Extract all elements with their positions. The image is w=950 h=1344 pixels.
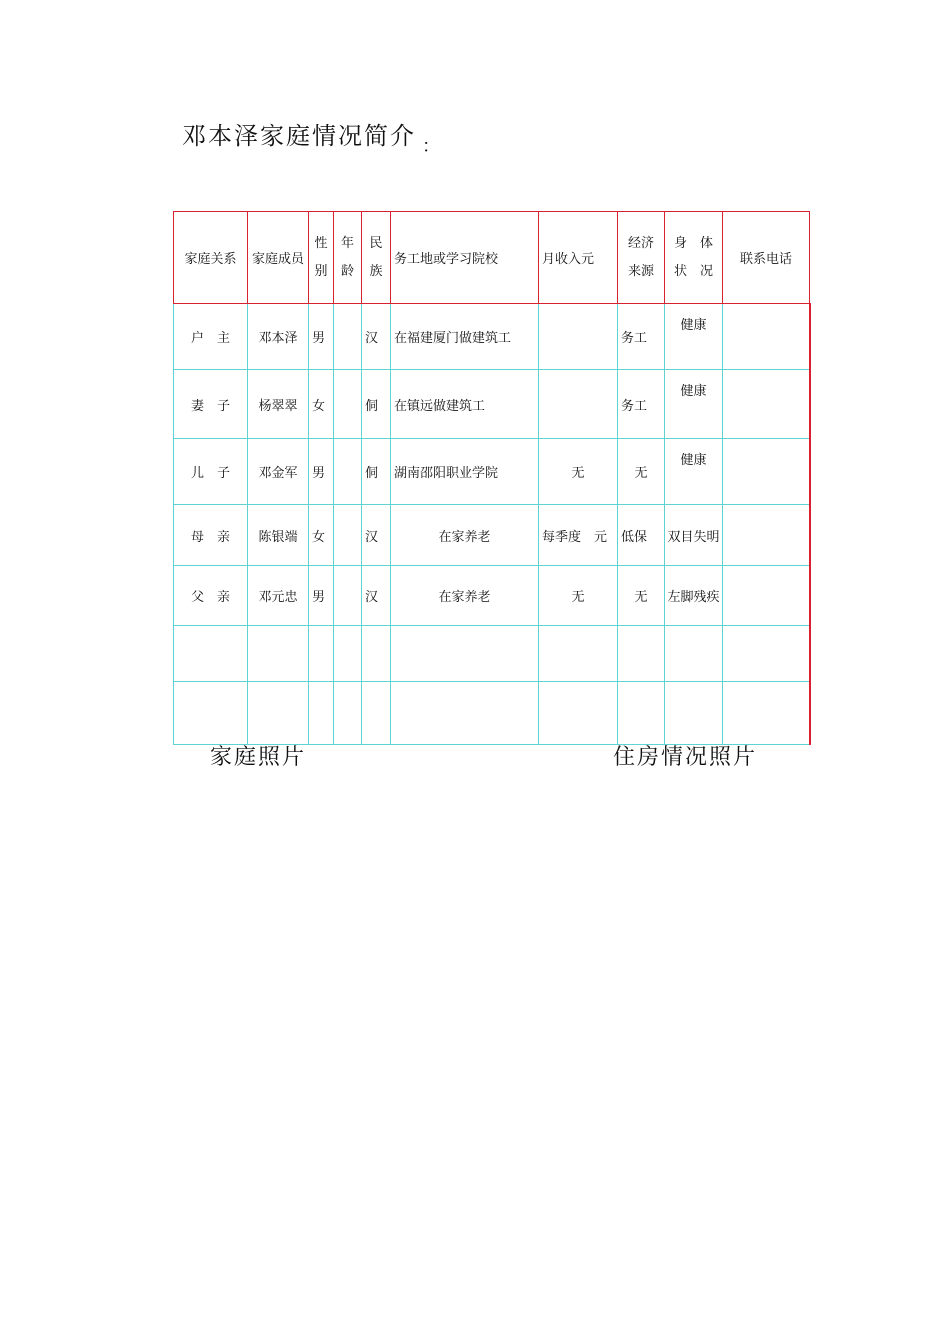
header-income: 月收入元 — [539, 212, 618, 304]
cell-age — [334, 505, 362, 566]
table-header-row — [174, 212, 810, 304]
header-sex-line1: 性 — [314, 235, 328, 251]
cell-income — [539, 370, 618, 439]
cell-member: 陈银端 — [248, 505, 309, 566]
table-row — [174, 370, 810, 439]
cell-health-line1: 健康 — [680, 384, 707, 399]
cell-work: 在家养老 — [391, 566, 539, 626]
cell-income — [539, 304, 618, 370]
cell-sex: 女 — [309, 505, 334, 566]
cell-health-line2: 残疾 — [693, 590, 720, 605]
table-row — [174, 304, 810, 370]
cell-ethnic: 汉 — [362, 304, 391, 370]
cell-age — [334, 566, 362, 626]
cell-phone — [723, 439, 810, 505]
cell-age — [334, 304, 362, 370]
empty-cell — [309, 682, 334, 745]
cell-age — [334, 439, 362, 505]
empty-cell — [391, 682, 539, 745]
header-source — [618, 212, 665, 304]
header-member: 家庭成员 — [248, 212, 309, 304]
title-colon: ： — [422, 136, 442, 157]
header-age — [334, 212, 362, 304]
header-source-line2: 来源 — [627, 263, 654, 279]
empty-cell — [309, 626, 334, 682]
cell-income: 无 — [539, 566, 618, 626]
empty-cell — [618, 682, 665, 745]
header-relation: 家庭关系 — [174, 212, 248, 304]
header-ethnic-line2: 族 — [369, 263, 383, 279]
header-ethnic — [362, 212, 391, 304]
cell-health — [665, 304, 723, 370]
cell-ethnic: 汉 — [362, 566, 391, 626]
cell-phone — [723, 505, 810, 566]
cell-health — [665, 370, 723, 439]
cell-sex: 男 — [309, 439, 334, 505]
cell-phone — [723, 566, 810, 626]
family-photo-label: 家庭照片 — [210, 745, 307, 770]
empty-cell — [539, 626, 618, 682]
family-info-table — [173, 211, 811, 745]
empty-cell — [391, 626, 539, 682]
cell-age — [334, 370, 362, 439]
cell-health — [665, 566, 723, 626]
empty-cell — [665, 682, 723, 745]
cell-work: 在福建厦门做建筑工 — [391, 304, 539, 370]
empty-cell — [362, 682, 391, 745]
cell-income: 无 — [539, 439, 618, 505]
cell-health — [665, 505, 723, 566]
cell-ethnic: 侗 — [362, 439, 391, 505]
empty-cell — [665, 626, 723, 682]
table-row-empty — [174, 626, 810, 682]
cell-phone — [723, 304, 810, 370]
cell-source: 务工 — [618, 370, 665, 439]
cell-source: 低保 — [618, 505, 665, 566]
cell-work: 在家养老 — [391, 505, 539, 566]
cell-member: 邓金军 — [248, 439, 309, 505]
cell-work: 在镇远做建筑工 — [391, 370, 539, 439]
cell-relation: 户 主 — [174, 304, 248, 370]
cell-sex: 男 — [309, 304, 334, 370]
cell-sex: 男 — [309, 566, 334, 626]
cell-work: 湖南邵阳职业学院 — [391, 439, 539, 505]
header-age-line2: 龄 — [340, 263, 354, 279]
header-work: 务工地或学习院校 — [391, 212, 539, 304]
cell-ethnic: 汉 — [362, 505, 391, 566]
empty-cell — [334, 626, 362, 682]
table-row — [174, 566, 810, 626]
cell-relation: 儿 子 — [174, 439, 248, 505]
table-row — [174, 505, 810, 566]
empty-cell — [174, 626, 248, 682]
cell-health-line1: 左脚 — [667, 590, 694, 605]
cell-source: 无 — [618, 566, 665, 626]
cell-health-line2: 失明 — [693, 529, 720, 545]
empty-cell — [539, 682, 618, 745]
housing-photo-label: 住房情况照片 — [613, 745, 758, 770]
empty-cell — [618, 626, 665, 682]
table-row-empty — [174, 682, 810, 745]
empty-cell — [174, 682, 248, 745]
cell-source: 务工 — [618, 304, 665, 370]
cell-relation: 父 亲 — [174, 566, 248, 626]
empty-cell — [248, 682, 309, 745]
table-row — [174, 439, 810, 505]
empty-cell — [334, 682, 362, 745]
header-age-line1: 年 — [340, 235, 354, 251]
header-sex — [309, 212, 334, 304]
cell-ethnic: 侗 — [362, 370, 391, 439]
header-ethnic-line1: 民 — [369, 235, 383, 251]
cell-income: 每季度 元 — [539, 505, 618, 566]
header-health-line2: 状 况 — [673, 263, 713, 279]
cell-member: 邓本泽 — [248, 304, 309, 370]
cell-member: 杨翠翠 — [248, 370, 309, 439]
cell-member: 邓元忠 — [248, 566, 309, 626]
cell-relation: 妻 子 — [174, 370, 248, 439]
header-health-line1: 身 体 — [673, 235, 713, 251]
header-health — [665, 212, 723, 304]
cell-source: 无 — [618, 439, 665, 505]
cell-sex: 女 — [309, 370, 334, 439]
header-sex-line2: 别 — [314, 263, 328, 279]
cell-relation: 母 亲 — [174, 505, 248, 566]
header-source-line1: 经济 — [627, 235, 654, 251]
cell-health — [665, 439, 723, 505]
header-phone: 联系电话 — [723, 212, 810, 304]
cell-health-line1: 健康 — [680, 453, 707, 468]
title-text: 邓本泽家庭情况简介 — [182, 122, 416, 150]
empty-cell — [723, 626, 810, 682]
cell-health-line1: 健康 — [680, 318, 707, 333]
cell-phone — [723, 370, 810, 439]
empty-cell — [248, 626, 309, 682]
page-title — [182, 116, 442, 157]
empty-cell — [723, 682, 810, 745]
empty-cell — [362, 626, 391, 682]
cell-health-line1: 双目 — [667, 529, 694, 545]
